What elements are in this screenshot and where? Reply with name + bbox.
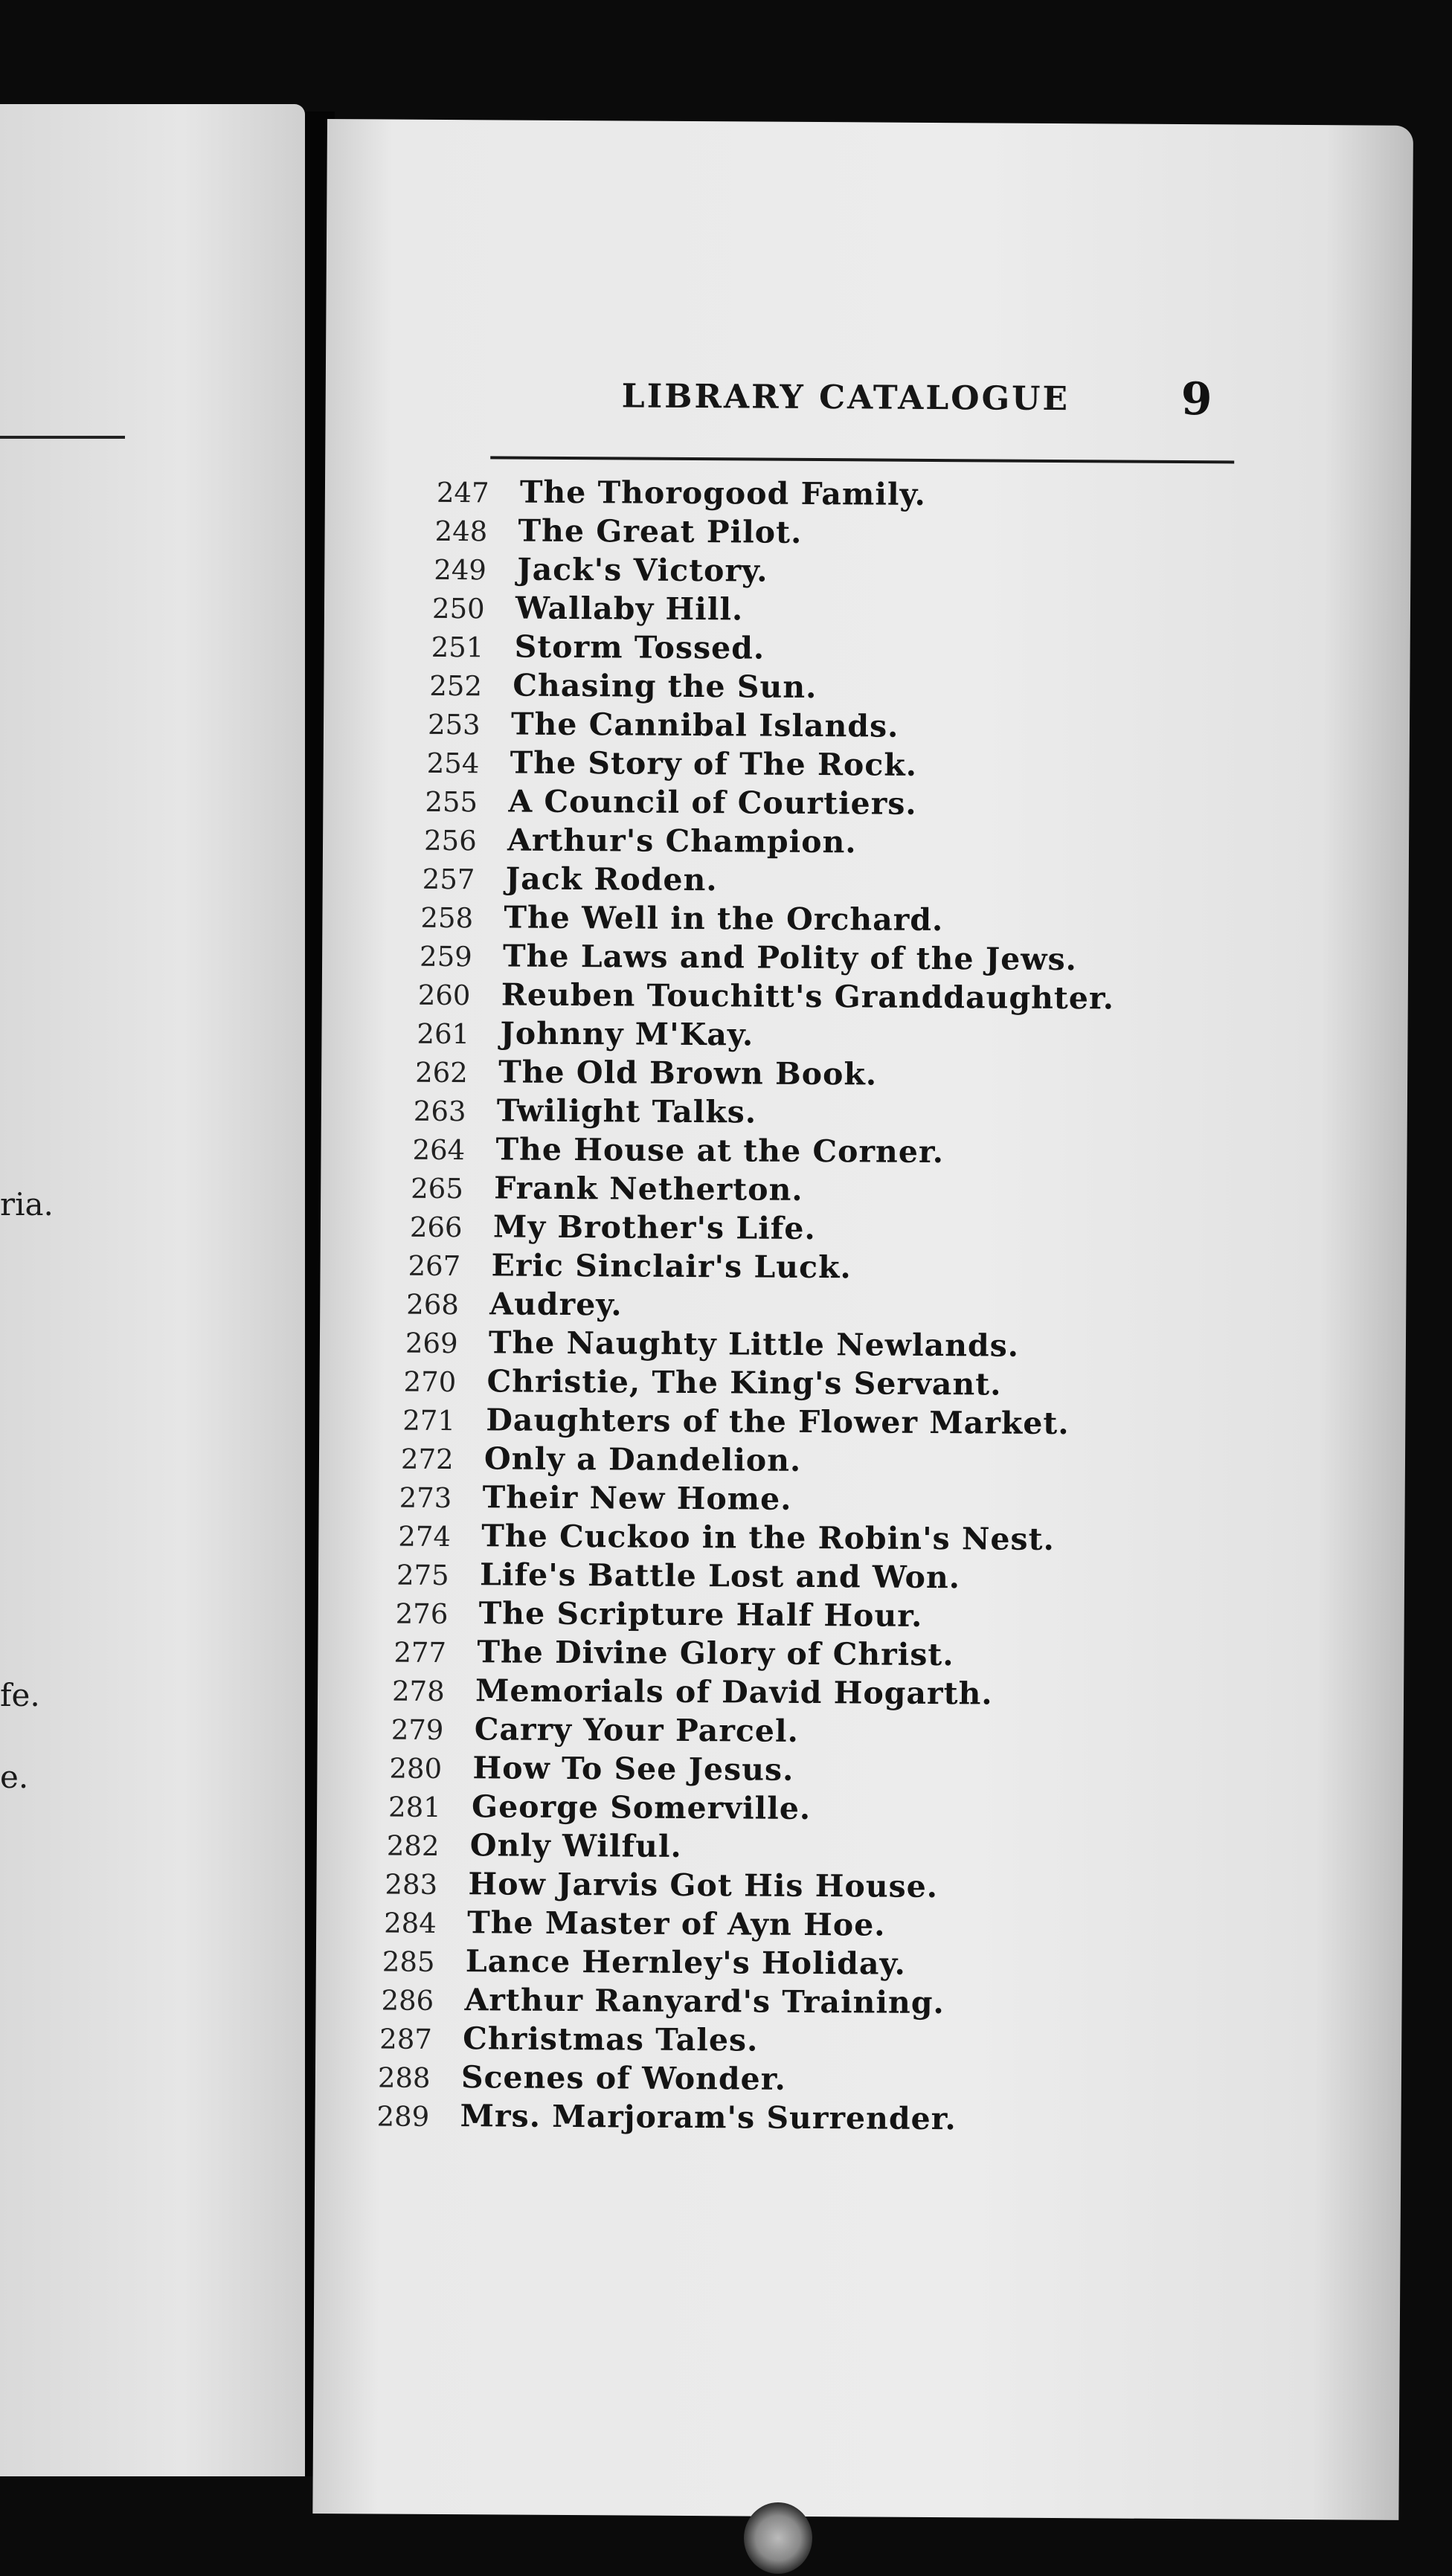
catalogue-entry — [420, 899, 1356, 944]
entry-title: How Jarvis Got His House. — [468, 1866, 939, 1905]
catalogue-entry — [410, 1208, 1355, 1253]
entry-title: Daughters of the Flower Market. — [486, 1402, 1070, 1442]
entry-title: The Great Pilot. — [518, 512, 803, 550]
catalogue-entry — [414, 1092, 1355, 1137]
entry-title: Reuben Touchitt's Granddaughter. — [501, 976, 1115, 1017]
entry-title: Twilight Talks. — [496, 1092, 757, 1130]
entry-title: The Master of Ayn Hoe. — [467, 1904, 886, 1943]
entry-title: Lance Hernley's Holiday. — [465, 1943, 907, 1982]
entry-title: Jack's Victory. — [517, 551, 768, 589]
entry-number: 279 — [391, 1713, 444, 1746]
catalogue-entry — [382, 1942, 1350, 1987]
catalogue-entry — [401, 1440, 1353, 1485]
entry-title: Christie, The King's Servant. — [486, 1363, 1002, 1403]
page-number: 9 — [1180, 373, 1212, 426]
catalogue-entry — [396, 1595, 1352, 1640]
catalogue-entry — [402, 1402, 1353, 1446]
catalogue-entry — [387, 1827, 1351, 1872]
catalogue-entry — [420, 938, 1356, 982]
entry-title: Audrey. — [489, 1286, 623, 1323]
entry-title: Frank Netherton. — [494, 1170, 803, 1208]
entry-number: 261 — [417, 1017, 470, 1051]
catalogue-entry — [385, 1866, 1350, 1910]
catalogue-entry — [427, 744, 1358, 789]
entry-number: 276 — [395, 1597, 449, 1631]
catalogue-entry — [432, 590, 1358, 634]
catalogue-entry — [406, 1286, 1354, 1330]
entry-title: Only Wilful. — [469, 1827, 682, 1864]
header-rule — [490, 456, 1234, 463]
catalogue-entry — [428, 706, 1358, 750]
entry-title: Johnny M'Kay. — [500, 1015, 754, 1053]
entry-number: 271 — [402, 1404, 456, 1437]
entry-number: 251 — [431, 631, 484, 664]
left-page-fragment: e. — [0, 1759, 29, 1795]
entry-title: Arthur Ranyard's Training. — [464, 1982, 945, 2021]
entry-number: 280 — [389, 1752, 443, 1785]
left-page — [0, 104, 305, 2476]
entry-title: The Thorogood Family. — [519, 474, 927, 512]
entry-number: 254 — [426, 747, 480, 780]
catalogue-entry — [384, 1904, 1350, 1949]
catalogue-entry — [411, 1170, 1355, 1214]
left-page-fragment: ria. — [0, 1186, 54, 1223]
page-header-title: LIBRARY CATALOGUE — [621, 377, 1070, 419]
catalogue-entry — [412, 1131, 1355, 1176]
catalogue-entry — [405, 1324, 1354, 1369]
entry-title: Storm Tossed. — [514, 628, 765, 666]
entry-number: 250 — [431, 592, 485, 625]
entry-number: 266 — [409, 1211, 463, 1244]
catalogue-entry — [415, 1054, 1355, 1098]
entry-number: 289 — [376, 2100, 430, 2133]
entry-number: 264 — [412, 1133, 466, 1167]
entry-title: The House at the Corner. — [495, 1131, 945, 1171]
entry-title: The Naughty Little Newlands. — [488, 1324, 1020, 1364]
catalogue-entry — [399, 1479, 1353, 1524]
catalogue-entry — [408, 1247, 1354, 1292]
catalogue-entry — [423, 860, 1357, 905]
entry-number: 278 — [391, 1675, 445, 1708]
catalogue-entry — [437, 474, 1359, 518]
entry-title: My Brother's Life. — [492, 1208, 816, 1247]
entry-number: 274 — [398, 1520, 452, 1553]
entry-number: 277 — [393, 1636, 447, 1669]
entry-title: A Council of Courtiers. — [508, 783, 917, 822]
catalogue-entry — [424, 822, 1357, 866]
entry-title: George Somerville. — [471, 1788, 812, 1827]
entry-title: Carry Your Parcel. — [474, 1711, 799, 1749]
right-page — [312, 119, 1413, 2520]
entry-title: Their New Home. — [482, 1479, 792, 1517]
entry-number: 256 — [423, 824, 477, 857]
entry-number: 268 — [406, 1288, 460, 1321]
entry-title: Arthur's Champion. — [507, 822, 857, 860]
catalogue-entry — [429, 667, 1358, 712]
entry-number: 287 — [379, 2023, 432, 2055]
entry-title: The Laws and Polity of the Jews. — [502, 938, 1078, 978]
catalogue-entry — [392, 1672, 1352, 1717]
entry-title: The Divine Glory of Christ. — [477, 1634, 954, 1673]
entry-number: 285 — [382, 1945, 435, 1978]
entry-title: Mrs. Marjoram's Surrender. — [460, 2098, 957, 2137]
entry-title: Only a Dandelion. — [484, 1440, 802, 1478]
entry-number: 263 — [413, 1095, 466, 1128]
left-page-fragment: fe. — [0, 1677, 40, 1713]
entry-title: Scenes of Wonder. — [460, 2059, 786, 2097]
entry-title: Memorials of David Hogarth. — [475, 1672, 993, 1712]
scan-artifact — [744, 2502, 812, 2574]
entry-title: How To See Jesus. — [472, 1750, 794, 1788]
entry-number: 273 — [399, 1481, 452, 1515]
entry-number: 267 — [408, 1249, 461, 1283]
entry-title: The Scripture Half Hour. — [478, 1595, 923, 1634]
catalogue-entry — [396, 1556, 1352, 1601]
catalogue-entry — [376, 2097, 1349, 2142]
entry-title: Wallaby Hill. — [515, 590, 744, 628]
entry-number: 252 — [429, 669, 483, 703]
entry-number: 288 — [377, 2061, 431, 2094]
entry-number: 270 — [403, 1365, 457, 1399]
catalogue-entry — [391, 1711, 1352, 1756]
catalogue-entry — [378, 2058, 1349, 2103]
catalogue-list — [376, 474, 1359, 2142]
entry-number: 260 — [417, 979, 471, 1012]
entry-title: The Cuckoo in the Robin's Nest. — [481, 1518, 1055, 1558]
entry-title: The Well in the Orchard. — [504, 899, 944, 938]
entry-number: 255 — [425, 785, 478, 819]
catalogue-entry — [418, 976, 1356, 1021]
entry-title: Chasing the Sun. — [513, 667, 817, 706]
entry-number: 247 — [436, 476, 489, 509]
entry-number: 253 — [427, 708, 481, 741]
entry-title: Jack Roden. — [505, 860, 718, 898]
entry-number: 259 — [419, 940, 472, 973]
entry-number: 284 — [384, 1907, 437, 1939]
entry-title: The Story of The Rock. — [510, 744, 918, 783]
catalogue-entry — [417, 1015, 1355, 1060]
entry-number: 275 — [396, 1559, 449, 1592]
catalogue-entry — [379, 2020, 1349, 2064]
entry-number: 269 — [405, 1327, 458, 1360]
catalogue-entry — [388, 1788, 1351, 1833]
entry-number: 257 — [422, 863, 475, 896]
catalogue-entry — [393, 1634, 1352, 1678]
catalogue-entry — [398, 1518, 1352, 1562]
entry-number: 281 — [388, 1791, 441, 1823]
entry-number: 249 — [434, 553, 487, 587]
entry-number: 283 — [385, 1868, 438, 1901]
entry-title: The Old Brown Book. — [498, 1054, 878, 1092]
catalogue-entry — [431, 628, 1358, 673]
left-page-rule — [0, 436, 125, 439]
entry-number: 262 — [415, 1056, 468, 1089]
catalogue-entry — [425, 783, 1357, 828]
entry-number: 265 — [411, 1172, 463, 1205]
entry-number: 286 — [381, 1984, 434, 2017]
catalogue-entry — [403, 1363, 1353, 1408]
entry-number: 282 — [386, 1829, 440, 1862]
catalogue-entry — [434, 512, 1358, 557]
entry-title: Eric Sinclair's Luck. — [491, 1247, 852, 1286]
entry-number: 248 — [434, 515, 488, 548]
entry-title: Life's Battle Lost and Won. — [479, 1556, 961, 1596]
catalogue-entry — [389, 1750, 1351, 1794]
entry-title: The Cannibal Islands. — [510, 706, 899, 744]
entry-number: 258 — [420, 901, 474, 935]
entry-number: 272 — [400, 1443, 454, 1476]
catalogue-entry — [434, 551, 1358, 596]
entry-title: Christmas Tales. — [463, 2020, 759, 2058]
catalogue-entry — [381, 1981, 1349, 2026]
